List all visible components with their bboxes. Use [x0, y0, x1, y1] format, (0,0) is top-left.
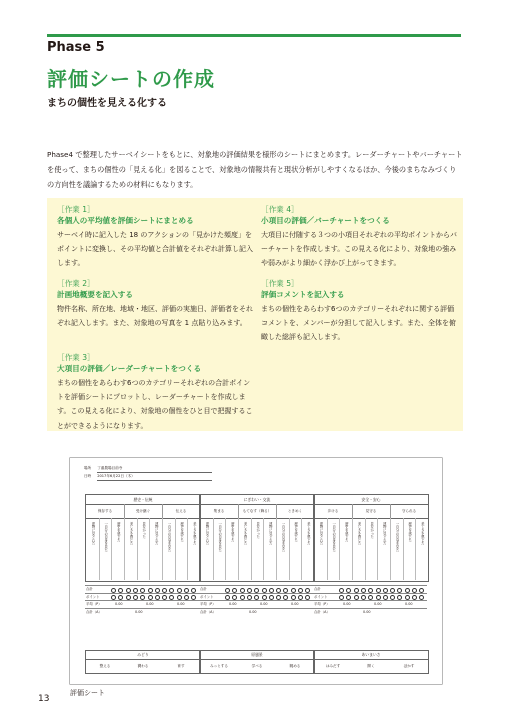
total-value: 0.00: [363, 609, 371, 614]
action-column: [289, 518, 303, 580]
stat-label: ポイント: [200, 594, 214, 599]
stat-row: [313, 585, 427, 593]
category-title: 原風景: [200, 651, 314, 660]
action-note: 一自分の自身を見た: [167, 522, 171, 552]
subcategory-label: 整える: [99, 663, 111, 668]
average-value: 0.00: [374, 602, 382, 606]
task-body: まちの個性をあらわす6つのカテゴリーそれぞれの合計ポイントを評価シートにプロットし、レーダーチャートを作成します。この見える化により、対象地の個性をひと目で把握することができるようになります。: [57, 379, 253, 430]
stat-label: 合計（A）: [86, 609, 102, 614]
task-3: [57, 352, 253, 433]
action-note: 見なかった: [255, 522, 260, 539]
average-value: 0.00: [405, 602, 413, 606]
action-column: [238, 518, 252, 580]
page-title: 評価シートの作成: [47, 67, 215, 91]
category-title: あいまいさ: [314, 651, 428, 660]
task-body: 物件名称、所在地、地域・地区、評価の実施日、評価者をそれぞれ記入します。また、対象地の写真を 1 点貼り込みます。: [57, 305, 253, 328]
stat-row: [199, 593, 313, 601]
stat-label: 合計: [314, 587, 321, 591]
task-tag: ［作業 1］: [57, 205, 95, 214]
stat-row: [313, 600, 427, 608]
action-column: [225, 518, 239, 580]
stat-row: [199, 600, 313, 608]
category-title: 歴史・伝統: [86, 495, 200, 505]
action-column: [137, 518, 151, 580]
header-rule: [47, 34, 461, 37]
action-column: [377, 518, 391, 580]
stat-label: 平均（P）: [200, 602, 216, 606]
tasks-panel: [47, 198, 463, 431]
action-column: [390, 518, 404, 580]
subcategory-label: 眺める: [289, 663, 301, 668]
action-note: 美しさを感じた: [129, 522, 133, 546]
action-note: 一自分の自身を見た: [331, 522, 336, 552]
meta-label: 日時: [84, 474, 92, 478]
action-column: [200, 518, 214, 580]
action-column: [327, 518, 341, 580]
action-column: [365, 518, 379, 580]
subcategory-label: 潤わる: [137, 663, 149, 668]
task-1: [57, 204, 253, 271]
stat-row: [85, 593, 199, 601]
subcategory-label: 開く: [367, 663, 375, 668]
task-body: 大項目に付随する３つの小項目それぞれの平均ポイントからバーチャートを作成します。この見える化により、対象地の強みや弱みがより細かく浮かび上がってきます。: [261, 231, 457, 268]
total-value: 0.00: [135, 609, 143, 614]
action-note: 建物に見とれた: [268, 522, 273, 546]
stat-label: 平均（P）: [314, 602, 330, 606]
action-note: 見なかった: [369, 522, 374, 539]
average-value: 0.00: [146, 602, 154, 606]
task-tag: ［作業 5］: [261, 279, 299, 288]
average-value: 0.00: [343, 602, 351, 606]
meta-label: 場所: [84, 466, 92, 470]
action-note: 建物に見とれた: [382, 522, 387, 546]
intro-paragraph: Phase4 で整理したサーベイシートをもとに、対象地の評価結果を様形のシートにまとめます。レーダーチャートやバーチャートを使って、まちの個性の「見える化」を図ることで、対象地の情報共有と現状分析がしやすくなるほか、今後のまちなみづくりの方向性を議論するための材料にもなります。: [47, 150, 463, 189]
subcategory-label: 保存する: [86, 504, 125, 519]
subcategory-label: 育す: [177, 663, 185, 668]
action-note: 美しさを感じた: [192, 522, 197, 546]
subcategory-label: 受け継ぐ: [124, 504, 163, 519]
action-note: 建物に見とれた: [205, 522, 209, 546]
action-note: 一自分の自身を見た: [217, 522, 222, 552]
action-column: [99, 518, 113, 580]
evaluation-sheet-image: [70, 458, 442, 684]
task-heading: 評価コメントを記入する: [261, 290, 345, 299]
action-note: 歴史を感じた: [407, 522, 412, 542]
category-block: [199, 494, 315, 582]
action-column: [403, 518, 417, 580]
action-note: 歴史を感じた: [230, 522, 235, 542]
action-note: 歴史を感じた: [293, 522, 298, 542]
sheet-caption: 評価シート: [70, 689, 105, 697]
action-note: 建物に見とれた: [154, 522, 159, 546]
total-value: 0.00: [249, 609, 257, 614]
action-note: 歴史を感じた: [116, 522, 121, 542]
task-heading: 各個人の平均値を評価シートにまとめる: [57, 216, 194, 225]
task-2: [57, 278, 253, 330]
subcategory-label: 見守る: [352, 504, 391, 519]
action-note: 歴史を感じた: [179, 522, 184, 542]
category-title: にぎわい・交流: [200, 495, 314, 505]
action-column: [213, 518, 227, 580]
average-value: 0.00: [229, 602, 237, 606]
category-block-bottom: [85, 650, 201, 674]
action-column: [175, 518, 189, 580]
action-note: 見なかった: [141, 522, 146, 539]
action-note: 美しさを感じた: [306, 522, 311, 546]
average-value: 0.00: [260, 602, 268, 606]
action-column: [352, 518, 366, 580]
stat-row: [199, 608, 313, 616]
subcategory-label: ときめく: [276, 504, 314, 519]
average-value: 0.00: [291, 602, 299, 606]
stat-row: [313, 593, 427, 601]
task-5: [261, 278, 457, 345]
average-value: 0.00: [177, 602, 185, 606]
action-note: 一自分の自身を見た: [281, 522, 285, 552]
action-note: 美しさを感じた: [243, 522, 247, 546]
task-body: サーベイ時に記入した 18 のアクションの「見かけた頻度」をポイントに変換し、その平均値と合計値をそれぞれ計算し記入します。: [57, 231, 253, 268]
action-note: 歴史を感じた: [344, 522, 349, 542]
meta-value: 2017年6月22日（木）: [97, 474, 135, 478]
subcategory-label: 伝える: [162, 504, 200, 519]
action-column: [314, 518, 328, 580]
stat-label: ポイント: [314, 594, 328, 599]
action-note: 建物に見とれた: [319, 522, 323, 546]
action-note: 建物に見とれた: [91, 522, 95, 546]
average-value: 0.00: [115, 602, 123, 606]
stat-label: 合計（A）: [200, 609, 216, 614]
task-tag: ［作業 4］: [261, 205, 299, 214]
subcategory-label: ぼかす: [403, 663, 415, 668]
subcategory-label: 歩ける: [314, 504, 353, 519]
category-title: みどり: [86, 651, 200, 660]
stat-row: [313, 608, 427, 616]
action-column: [86, 518, 100, 580]
action-column: [276, 518, 290, 580]
action-column: [263, 518, 277, 580]
category-block: [85, 494, 201, 582]
subcategory-label: はみだす: [325, 663, 341, 668]
category-title: 安全・安心: [314, 495, 428, 505]
task-tag: ［作業 3］: [57, 353, 95, 362]
stat-row: [199, 585, 313, 593]
subcategory-label: みっとする: [210, 663, 228, 668]
stat-label: 合計（A）: [314, 609, 330, 614]
stat-label: ポイント: [86, 594, 100, 599]
subcategory-label: 集まる: [200, 504, 239, 519]
task-4: [261, 204, 457, 271]
action-column: [339, 518, 353, 580]
stat-row: [85, 600, 199, 608]
stat-label: 平均（P）: [86, 602, 102, 606]
sheet-meta: [84, 465, 212, 481]
phase-label: Phase 5: [47, 40, 105, 55]
action-note: 美しさを感じた: [420, 522, 425, 546]
stat-label: 合計: [200, 587, 207, 591]
stat-row: [85, 608, 199, 616]
task-tag: ［作業 2］: [57, 279, 95, 288]
action-column: [162, 518, 176, 580]
stat-row: [85, 585, 199, 593]
task-heading: 計画地概要を記入する: [57, 290, 133, 299]
action-note: 一自分の自身を見た: [103, 522, 108, 552]
task-heading: 小項目の評価／バーチャートをつくる: [261, 216, 390, 225]
subcategory-label: 学べる: [251, 663, 263, 668]
task-heading: 大項目の評価／レーダーチャートをつくる: [57, 364, 202, 373]
action-column: [415, 518, 428, 580]
stat-label: 合計: [86, 587, 93, 591]
action-note: 美しさを感じた: [357, 522, 361, 546]
action-column: [149, 518, 163, 580]
action-column: [111, 518, 125, 580]
category-block-bottom: [199, 650, 315, 674]
page-number: 13: [38, 694, 50, 704]
action-column: [251, 518, 265, 580]
task-body: まちの個性をあらわす6つのカテゴリーそれぞれに関する評価コメントを、メンバーが分担して記入します。また、全体を俯瞰した総評も記入します。: [261, 305, 456, 342]
meta-value: 丁番農場目前寺: [97, 466, 123, 470]
subcategory-label: もてなす（飾る）: [238, 504, 277, 519]
category-block-bottom: [313, 650, 429, 674]
action-note: 一自分の自身を見た: [395, 522, 399, 552]
action-column: [124, 518, 138, 580]
category-block: [313, 494, 429, 582]
subcategory-label: 守られる: [390, 504, 428, 519]
page-subtitle: まちの個性を見える化する: [47, 98, 167, 109]
